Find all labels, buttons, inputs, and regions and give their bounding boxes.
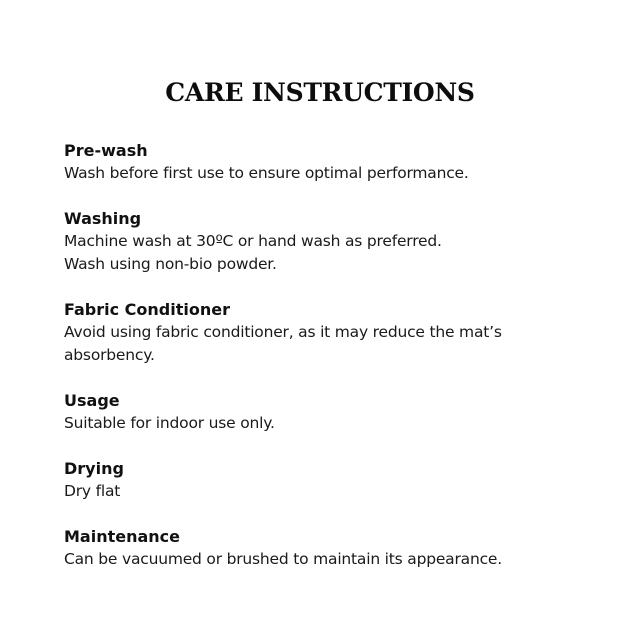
section-heading: Fabric Conditioner xyxy=(64,300,230,319)
page-title: CARE INSTRUCTIONS xyxy=(165,78,475,107)
section-text: Suitable for indoor use only. xyxy=(64,414,275,432)
section-text: Machine wash at 30ºC or hand wash as preferred. xyxy=(64,232,442,250)
section-maintenance xyxy=(64,525,604,571)
section-heading: Maintenance xyxy=(64,527,181,546)
section-heading: Drying xyxy=(64,459,124,478)
section-usage xyxy=(64,389,604,435)
section-heading: Pre-wash xyxy=(64,141,148,160)
section-text: Avoid using fabric conditioner, as it may reduce the mat’s xyxy=(64,323,502,341)
section-text: Dry flat xyxy=(64,482,121,500)
section-drying xyxy=(64,457,604,503)
section-text: Wash using non-bio powder. xyxy=(64,255,277,273)
section-text: Can be vacuumed or brushed to maintain its appearance. xyxy=(64,550,502,568)
section-text: Wash before first use to ensure optimal performance. xyxy=(64,164,469,182)
section-fabric-conditioner xyxy=(64,298,604,367)
section-heading: Usage xyxy=(64,391,120,410)
section-text: absorbency. xyxy=(64,346,155,364)
section-heading: Washing xyxy=(64,209,142,228)
section-pre-wash xyxy=(64,139,604,185)
section-washing xyxy=(64,207,604,276)
instructions-list xyxy=(64,139,604,593)
